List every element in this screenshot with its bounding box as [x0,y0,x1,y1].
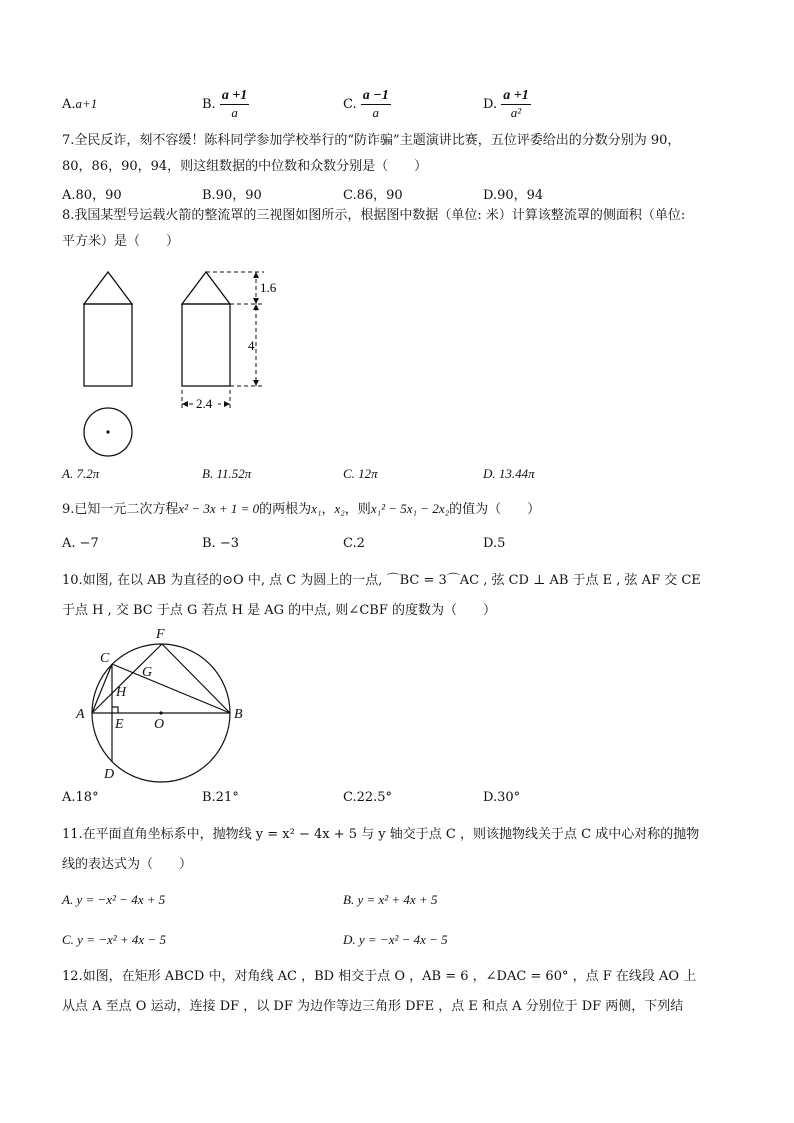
q8-three-view-figure [60,260,300,460]
top-view-center-dot [106,430,109,433]
point-label-o: O [154,717,165,732]
side-view-cylinder [182,304,230,386]
q7-option-b: B.90，90 [202,188,262,203]
q6-option-b: B. $\frac{a +1}{a}$ [202,88,248,120]
point-label-f: F [156,627,165,642]
fraction: $\frac{a +1}{\text{a²}}$ [503,88,529,120]
q10-option-c: C.22.5° [343,790,393,805]
q9-stem: 9.已知一元二次方程x² − 3x + 1 = 0的两根为x₁，x₂，则x₁² − 5x₁ − 2x₂的值为（ ） [62,501,541,517]
q10-option-a: A.18° [62,790,99,805]
right-angle-mark [112,707,118,713]
q9-option-c: C.2 [343,536,365,551]
q10-circle-figure [70,624,260,784]
q9-option-d: D.5 [483,536,506,551]
q7-stem: 7.全民反诈，刻不容缓！陈科同学参加学校举行的“防诈骗”主题演讲比赛，五位评委给出的分数分别为 90， 80，86，90，94，则这组数据的中位数和众数分别是（ ） [62,133,681,174]
front-view-cone [84,272,132,304]
q8-option-d: D. 13.44π [483,466,535,481]
q11-option-b: B. y = x² + 4x + 5 [343,892,438,907]
front-view-cylinder [84,304,132,386]
dim-label-4: 4 [248,338,255,353]
q9-option-b: B. −3 [202,536,239,551]
point-label-d: D [104,767,115,782]
point-label-a: A [76,707,85,722]
segment-cb [112,664,230,713]
fraction: $\frac{a +1}{a}$ [221,88,248,120]
q11-option-c: C. y = −x² + 4x − 5 [62,932,166,947]
q10-option-d: D.30° [483,790,521,805]
q7-option-d: D.90，94 [483,188,544,203]
point-label-g: G [142,665,153,680]
q8-stem: 8.我国某型号运载火箭的整流罩的三视图如图所示，根据图中数据（单位: 米）计算该整流罩的侧面积（单位: 平方米）是（ ） [62,208,686,249]
q11-option-a: A. y = −x² − 4x + 5 [62,892,166,907]
q6-option-d: D. $\frac{a +1}{\text{a²}}$ [483,88,529,120]
q9-option-a: A. −7 [62,536,99,551]
q8-option-c: C. 12π [343,466,378,481]
point-label-c: C [100,651,110,666]
q6-option-c: C. $\frac{a -1}{a}$ [343,88,389,120]
point-label-h: H [116,685,127,700]
segment-fb [162,644,230,713]
fraction: $\frac{a -1}{a}$ [362,88,389,120]
q6-option-a: A.a+1 [62,96,98,112]
q7-option-c: C.86，90 [343,188,403,203]
q7-option-a: A.80，90 [62,188,122,203]
point-label-e: E [115,717,124,732]
q11-option-d: D. y = −x² − 4x − 5 [343,932,448,947]
q12-stem: 12.如图，在矩形 ABCD 中，对角线 AC ，BD 相交于点 O ，AB = 6 ，∠DAC = 60° ，点 F 在线段 AO 上 从点 A 至点 O 运动，连接 DF ，以 DF 为边作等边三角形 DFE ，点 E 和点 A 分别位于 DF 两侧，下列结 [62,969,697,1014]
q11-stem: 11.在平面直角坐标系中，抛物线 y = x² − 4x + 5 与 y 轴交于点 C ，则该抛物线关于点 C 成中心对称的抛物 线的表达式为（ ） [62,827,700,872]
q10-option-b: B.21° [202,790,239,805]
q10-stem: 10.如图, 在以 AB 为直径的⊙O 中, 点 C 为圆上的一点, ⌒BC = 3⌒AC , 弦 CD ⊥ AB 于点 E , 弦 AF 交 CE 于点 H , 交 BC 于点 G 若点 H 是 AG 的中点, 则∠CBF 的度数为（ ） [62,573,701,618]
q8-option-a: A. 7.2π [62,466,100,481]
q8-option-b: B. 11.52π [202,466,252,481]
dim-label-2-4: 2.4 [196,396,213,411]
point-label-b: B [234,707,243,722]
side-view-cone [182,272,230,304]
dim-label-1-6: 1.6 [260,280,277,295]
